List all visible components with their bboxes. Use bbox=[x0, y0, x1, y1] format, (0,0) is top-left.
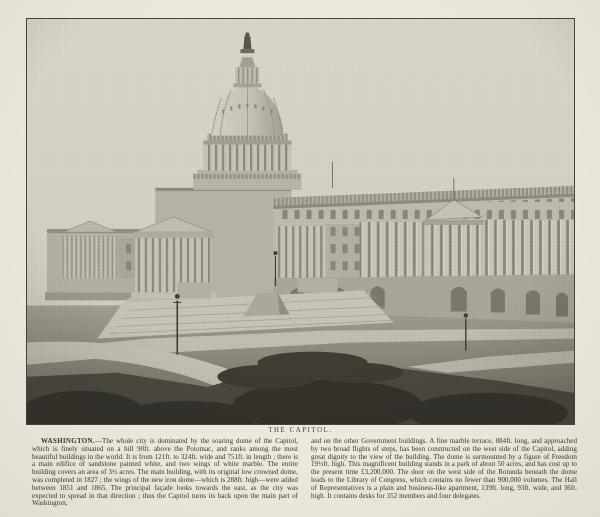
article-column-left bbox=[32, 438, 298, 508]
article-lead-word: WASHINGTON. bbox=[41, 437, 95, 445]
article-left-body: —The whole city is dominated by the soaring dome of the Capitol, which is finely situated on a hill 90ft. above the Potomac, and ranks among the most beautiful buildings in the world. It is from 121ft. to 324ft. wide and 751ft. in length ; there is a main edifice of sandstone painted white, and two wings of white marble. The entire building covers an area of 3½ acres. The main building, with its original low crowned dome, was completed in 1827 ; the wings of the new iron dome—which is 288ft. high—were added between 1851 and 1865. The principal façade looks towards the east, as the city was expected to spread in that direction ; thus the Capitol turns its back upon the main part of Washington, bbox=[32, 437, 298, 508]
article-column-right: and on the other Government buildings. A fine marble terrace, 884ft. long, and approached by two broad flights of steps, has been constructed on the west side of the Capitol, adding great dignity to the view of the building. The dome is surmounted by a figure of Freedom 19½ft. high. This magnificent building stands in a park of about 50 acres, and has cost up to the present time £3,200,000. The door on the west side of the Rotunda beneath the dome leads to the Library of Congress, which contains no fewer than 900,000 volumes. The Hall of Representatives is a plain and business-like apartment, 139ft. long, 93ft. wide, and 36ft. high. It contains desks for 352 members and four delegates. bbox=[311, 437, 577, 500]
photo-caption: THE CAPITOL. bbox=[268, 427, 333, 434]
capitol-illustration bbox=[27, 19, 574, 424]
capitol-photograph bbox=[26, 18, 575, 425]
article-text bbox=[32, 438, 578, 508]
